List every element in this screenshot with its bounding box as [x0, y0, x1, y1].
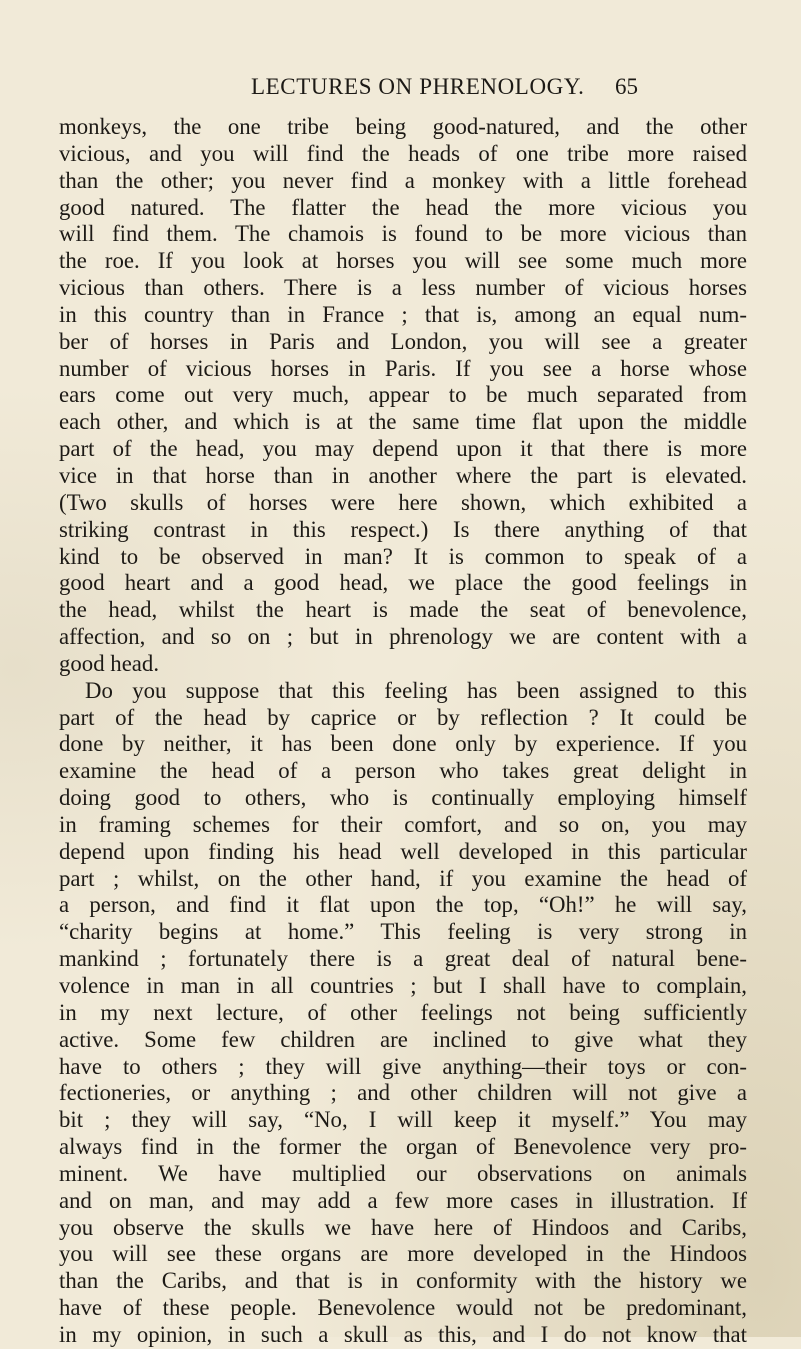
text-line: in my opinion, in such a skull as this, and I do not know that [59, 1321, 747, 1347]
text-line: number of vicious horses in Paris. If you see a horse whose [59, 355, 747, 381]
text-line: monkeys, the one tribe being good-natured, and the other [59, 114, 747, 139]
text-line: have of these people. Benevolence would not be predominant, [59, 1295, 747, 1321]
text-line: always find in the former the organ of Benevolence very pro- [59, 1134, 747, 1160]
text-line: part ; whilst, on the other hand, if you examine the head of [59, 865, 747, 891]
text-line: you observe the skulls we have here of Hindoos and Caribs, [59, 1214, 747, 1240]
text-line: have to others ; they will give anything—their toys or con- [59, 1053, 747, 1079]
text-line: fectioneries, or anything ; and other children will not give a [59, 1080, 747, 1106]
text-line: vice in that horse than in another where the part is elevated. [59, 462, 747, 488]
text-line: (Two skulls of horses were here shown, which exhibited a [59, 489, 747, 515]
text-line: minent. We have multiplied our observations on animals [59, 1160, 747, 1186]
text-line: the head, whilst the heart is made the seat of benevolence, [59, 597, 747, 623]
page-header [0, 74, 801, 108]
paragraph-start-line: Do you suppose that this feeling has been assigned to this [85, 677, 747, 703]
text-line: in framing schemes for their comfort, and so on, you may [59, 811, 747, 837]
text-line: done by neither, it has been done only by experience. If you [59, 731, 747, 757]
text-line: and on man, and may add a few more cases in illustration. If [59, 1187, 747, 1213]
page-number: 65 [615, 74, 638, 99]
text-line: the roe. If you look at horses you will see some much more [59, 248, 747, 274]
text-line: in my next lecture, of other feelings not being sufficiently [59, 999, 747, 1025]
text-line: affection, and so on ; but in phrenology we are content with a [59, 624, 747, 650]
text-line: in this country than in France ; that is, among an equal num- [59, 301, 747, 327]
text-line: ears come out very much, appear to be much separated from [59, 382, 747, 408]
text-line: you will see these organs are more developed in the Hindoos [59, 1241, 747, 1267]
text-line: than the other; you never find a monkey with a little forehead [59, 167, 747, 193]
body-text [59, 114, 747, 1349]
text-line: doing good to others, who is continually employing himself [59, 785, 747, 811]
text-line: striking contrast in this respect.) Is there anything of that [59, 516, 747, 542]
text-line: kind to be observed in man? It is common to speak of a [59, 543, 747, 569]
text-line: volence in man in all countries ; but I shall have to complain, [59, 973, 747, 998]
running-head: LECTURES ON PHRENOLOGY. [251, 74, 585, 99]
text-line: depend upon finding his head well developed in this particular [59, 838, 747, 864]
text-line: vicious, and you will find the heads of one tribe more raised [59, 140, 747, 166]
text-line: vicious than others. There is a less number of vicious horses [59, 275, 747, 301]
text-line: mankind ; fortunately there is a great deal of natural bene- [59, 946, 747, 972]
text-line: will find them. The chamois is found to be more vicious than [59, 221, 747, 247]
text-line: bit ; they will say, “No, I will keep it myself.” You may [59, 1107, 747, 1133]
text-line: good natured. The flatter the head the more vicious you [59, 194, 747, 220]
text-line: each other, and which is at the same time flat upon the middle [59, 409, 747, 435]
text-line: part of the head, you may depend upon it that there is more [59, 436, 747, 462]
text-line: “charity begins at home.” This feeling is very strong in [59, 919, 747, 945]
text-line: ber of horses in Paris and London, you will see a greater [59, 328, 747, 354]
text-line: than the Caribs, and that is in conformity with the history we [59, 1268, 747, 1294]
text-line: active. Some few children are inclined to give what they [59, 1026, 747, 1052]
text-line: good heart and a good head, we place the good feelings in [59, 570, 747, 596]
text-line: a person, and find it flat upon the top, “Oh!” he will say, [59, 892, 747, 918]
paragraph-end-line: good head. [59, 650, 160, 676]
text-line: part of the head by caprice or by reflection ? It could be [59, 704, 747, 730]
text-line: examine the head of a person who takes great delight in [59, 758, 747, 784]
